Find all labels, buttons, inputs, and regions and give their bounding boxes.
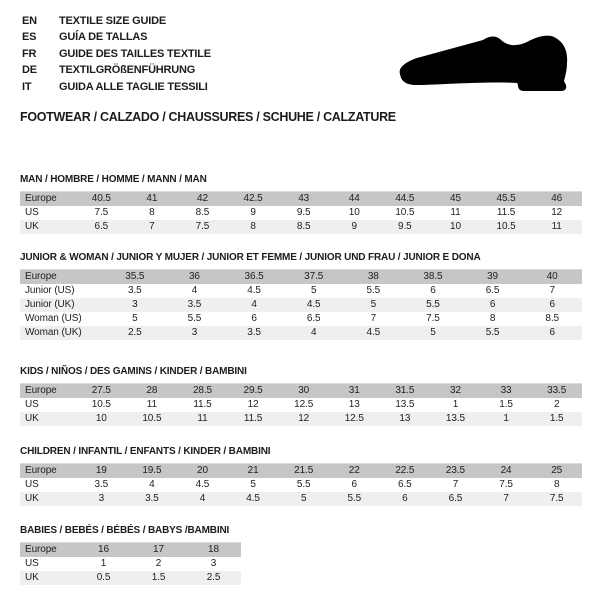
size-value: 1.5: [499, 399, 513, 410]
size-value: 3: [165, 326, 225, 340]
size-value: 7: [127, 220, 178, 234]
row-label: Europe: [20, 464, 76, 478]
size-value: 44: [329, 192, 380, 206]
size-value: 13.5: [430, 412, 481, 426]
size-value: 3: [105, 298, 165, 312]
size-row-man-0: [20, 192, 582, 206]
size-table-section-babies: [20, 525, 241, 585]
size-value: 4: [224, 298, 284, 312]
size-value: 6: [463, 298, 523, 312]
size-value: 6: [522, 326, 582, 340]
language-title: TEXTILGRÖßENFÜHRUNG: [59, 64, 196, 77]
size-value: 31: [329, 384, 380, 398]
size-row-junior-woman-1: [20, 284, 582, 298]
size-value: 36: [165, 270, 225, 284]
size-value: 32: [430, 384, 481, 398]
size-value: 28.5: [177, 384, 228, 398]
size-value: 13: [380, 412, 431, 426]
size-value: 24: [481, 464, 532, 478]
size-value: 10.5: [127, 412, 178, 426]
size-value: 5: [132, 313, 138, 324]
size-value: 1.5: [531, 412, 582, 426]
size-table-children: [20, 463, 582, 506]
size-value: 38.5: [403, 270, 463, 284]
size-value: 5: [344, 298, 404, 312]
size-value: 12: [278, 412, 329, 426]
size-value: 4.5: [284, 298, 344, 312]
size-value: 8: [149, 207, 155, 218]
size-value: 3.5: [128, 285, 142, 296]
language-code: ES: [22, 31, 37, 44]
size-value: 9: [329, 220, 380, 234]
size-value: 6.5: [398, 479, 412, 490]
row-label: US: [25, 207, 39, 218]
size-row-junior-woman-3: [20, 312, 582, 326]
language-row-it: [22, 79, 211, 95]
size-value: 19.5: [127, 464, 178, 478]
size-value: 2: [155, 558, 162, 569]
size-value: 5.5: [329, 492, 380, 506]
size-value: 6: [522, 298, 582, 312]
size-value: 1.5: [131, 571, 186, 585]
row-label: Europe: [20, 270, 105, 284]
row-label: UK: [20, 571, 76, 585]
size-value: 22.5: [380, 464, 431, 478]
language-title-list: [22, 13, 211, 95]
size-value: 37.5: [284, 270, 344, 284]
language-title: GUÍA DE TALLAS: [59, 31, 148, 44]
size-value: 11: [531, 220, 582, 234]
size-value: 8.5: [195, 207, 210, 218]
size-row-man-2: [20, 220, 582, 234]
language-code: FR: [22, 47, 37, 60]
size-value: 5.5: [463, 326, 523, 340]
size-value: 7: [481, 492, 532, 506]
size-value: 5.5: [366, 285, 381, 296]
size-value: 1: [452, 399, 459, 410]
row-label: US: [25, 479, 39, 490]
section-title-kids: KIDS / NIÑOS / DES GAMINS / KINDER / BAMBINI: [20, 366, 247, 377]
size-value: 35.5: [105, 270, 165, 284]
size-row-junior-woman-2: [20, 298, 582, 312]
size-value: 9.5: [380, 220, 431, 234]
size-value: 42.5: [228, 192, 279, 206]
size-value: 1: [100, 558, 107, 569]
category-heading: FOOTWEAR / CALZADO / CHAUSSURES / SCHUHE / CALZATURE: [20, 110, 396, 124]
size-value: 12.5: [294, 399, 314, 410]
size-value: 33: [481, 384, 532, 398]
size-value: 4: [149, 479, 155, 490]
size-row-kids-2: [20, 412, 582, 426]
language-row-de: [22, 62, 211, 78]
size-value: 22: [329, 464, 380, 478]
size-value: 13: [348, 399, 360, 410]
size-value: 12: [551, 207, 563, 218]
size-value: 36.5: [224, 270, 284, 284]
size-value: 28: [127, 384, 178, 398]
size-value: 11: [146, 399, 157, 410]
language-row-fr: [22, 46, 211, 62]
size-row-man-1: [20, 206, 582, 220]
size-value: 42: [177, 192, 228, 206]
size-value: 6: [430, 285, 436, 296]
size-value: 12.5: [329, 412, 380, 426]
row-label: Woman (US): [25, 313, 82, 324]
size-value: 29.5: [228, 384, 279, 398]
size-value: 6: [380, 492, 431, 506]
size-value: 43: [278, 192, 329, 206]
size-value: 11.5: [496, 207, 516, 218]
size-value: 31.5: [380, 384, 431, 398]
size-value: 45.5: [481, 192, 532, 206]
language-row-es: [22, 29, 211, 45]
size-value: 7: [370, 313, 377, 324]
size-value: 1: [481, 412, 532, 426]
size-table-section-children: [20, 446, 582, 506]
size-value: 23.5: [430, 464, 481, 478]
size-row-junior-woman-4: [20, 326, 582, 340]
language-title: TEXTILE SIZE GUIDE: [59, 15, 167, 27]
size-value: 10: [430, 220, 481, 234]
section-title-junior-woman: JUNIOR & WOMAN / JUNIOR Y MUJER / JUNIOR ET FEMME / JUNIOR UND FRAU / JUNIOR E DONA: [20, 252, 481, 263]
size-value: 10: [76, 412, 127, 426]
size-value: 8: [553, 479, 560, 490]
size-value: 7: [452, 479, 459, 490]
row-label: Woman (UK): [20, 326, 105, 340]
size-value: 0.5: [76, 571, 131, 585]
size-value: 11: [177, 412, 228, 426]
language-title: GUIDA ALLE TAGLIE TESSILI: [59, 80, 208, 93]
size-table-section-junior-woman: [20, 252, 582, 340]
size-table-section-man: [20, 174, 582, 234]
size-value: 6.5: [306, 313, 321, 324]
size-value: 6: [351, 479, 357, 490]
size-value: 30: [278, 384, 329, 398]
size-value: 6.5: [485, 285, 500, 296]
size-table-junior-woman: [20, 269, 582, 340]
row-label: UK: [20, 412, 76, 426]
size-table-kids: [20, 383, 582, 426]
language-code: DE: [22, 64, 37, 77]
size-value: 33.5: [531, 384, 582, 398]
size-value: 6: [251, 313, 257, 324]
size-value: 45: [430, 192, 481, 206]
size-value: 4.5: [344, 326, 404, 340]
size-value: 3: [76, 492, 127, 506]
size-value: 41: [127, 192, 178, 206]
size-value: 8: [489, 313, 496, 324]
size-value: 9.5: [296, 207, 311, 218]
shoe-icon: [397, 33, 575, 93]
size-value: 11: [450, 207, 461, 218]
row-label: UK: [20, 220, 76, 234]
size-table-babies: [20, 542, 241, 585]
size-value: 39: [463, 270, 523, 284]
size-value: 40: [522, 270, 582, 284]
size-value: 21: [228, 464, 279, 478]
size-value: 4.5: [195, 479, 210, 490]
row-label: US: [25, 399, 39, 410]
section-title-babies: BABIES / BEBÉS / BÉBÉS / BABYS /BAMBINI: [20, 525, 230, 536]
size-value: 44.5: [380, 192, 431, 206]
row-label: Junior (US): [25, 285, 75, 296]
size-value: 6.5: [430, 492, 481, 506]
section-title-children: CHILDREN / INFANTIL / ENFANTS / KINDER / BAMBINI: [20, 446, 271, 457]
row-label: US: [25, 558, 39, 569]
row-label: Junior (UK): [20, 298, 105, 312]
size-value: 21.5: [278, 464, 329, 478]
row-label: Europe: [20, 543, 76, 557]
size-row-children-0: [20, 464, 582, 478]
size-value: 7.5: [499, 479, 513, 490]
size-row-kids-1: [20, 398, 582, 412]
size-value: 2: [553, 399, 560, 410]
size-value: 8: [228, 220, 279, 234]
size-value: 11.5: [228, 412, 279, 426]
size-value: 19: [76, 464, 127, 478]
size-row-babies-0: [20, 543, 241, 557]
size-value: 27.5: [76, 384, 127, 398]
language-code: IT: [22, 80, 32, 93]
row-label: UK: [20, 492, 76, 506]
size-value: 10.5: [395, 207, 415, 218]
size-value: 3: [210, 558, 217, 569]
size-row-kids-0: [20, 384, 582, 398]
size-value: 46: [531, 192, 582, 206]
size-value: 5.5: [296, 479, 311, 490]
size-value: 8.5: [278, 220, 329, 234]
section-title-man: MAN / HOMBRE / HOMME / MANN / MAN: [20, 174, 207, 185]
size-value: 4: [177, 492, 228, 506]
size-value: 5: [310, 285, 317, 296]
size-value: 3.5: [127, 492, 178, 506]
size-value: 7.5: [177, 220, 228, 234]
size-value: 7: [549, 285, 555, 296]
size-value: 10.5: [481, 220, 532, 234]
language-row-en: [22, 13, 211, 29]
size-value: 3.5: [165, 298, 225, 312]
row-label: Europe: [20, 384, 76, 398]
size-value: 2.5: [105, 326, 165, 340]
shoe-icon-path: [400, 36, 567, 91]
size-value: 7.5: [531, 492, 582, 506]
size-row-babies-1: [20, 557, 241, 571]
size-value: 40.5: [76, 192, 127, 206]
size-value: 4: [191, 285, 198, 296]
language-code: EN: [22, 15, 37, 27]
size-value: 13.5: [395, 399, 415, 410]
size-value: 2.5: [186, 571, 241, 585]
size-table-man: [20, 191, 582, 234]
size-value: 5.5: [187, 313, 202, 324]
size-value: 4.5: [228, 492, 279, 506]
size-value: 16: [76, 543, 131, 557]
size-row-junior-woman-0: [20, 270, 582, 284]
size-table-section-kids: [20, 366, 582, 426]
size-value: 17: [131, 543, 186, 557]
size-value: 7.5: [426, 313, 440, 324]
size-value: 5: [250, 479, 256, 490]
size-value: 12: [247, 399, 259, 410]
size-value: 8.5: [545, 313, 559, 324]
size-row-children-2: [20, 492, 582, 506]
size-value: 3.5: [94, 479, 109, 490]
size-row-children-1: [20, 478, 582, 492]
size-value: 3.5: [224, 326, 284, 340]
size-value: 4: [284, 326, 344, 340]
size-value: 10.5: [91, 399, 111, 410]
size-value: 6.5: [76, 220, 127, 234]
size-value: 7.5: [94, 207, 109, 218]
row-label: Europe: [20, 192, 76, 206]
size-row-babies-2: [20, 571, 241, 585]
size-value: 10: [348, 207, 360, 218]
size-value: 5.5: [403, 298, 463, 312]
size-value: 20: [177, 464, 228, 478]
language-title: GUIDE DES TAILLES TEXTILE: [59, 47, 211, 60]
size-value: 18: [186, 543, 241, 557]
size-value: 25: [531, 464, 582, 478]
size-value: 5: [403, 326, 463, 340]
size-value: 9: [250, 207, 256, 218]
size-value: 4.5: [247, 285, 261, 296]
size-value: 11.5: [193, 399, 212, 410]
size-value: 5: [278, 492, 329, 506]
size-value: 38: [344, 270, 404, 284]
